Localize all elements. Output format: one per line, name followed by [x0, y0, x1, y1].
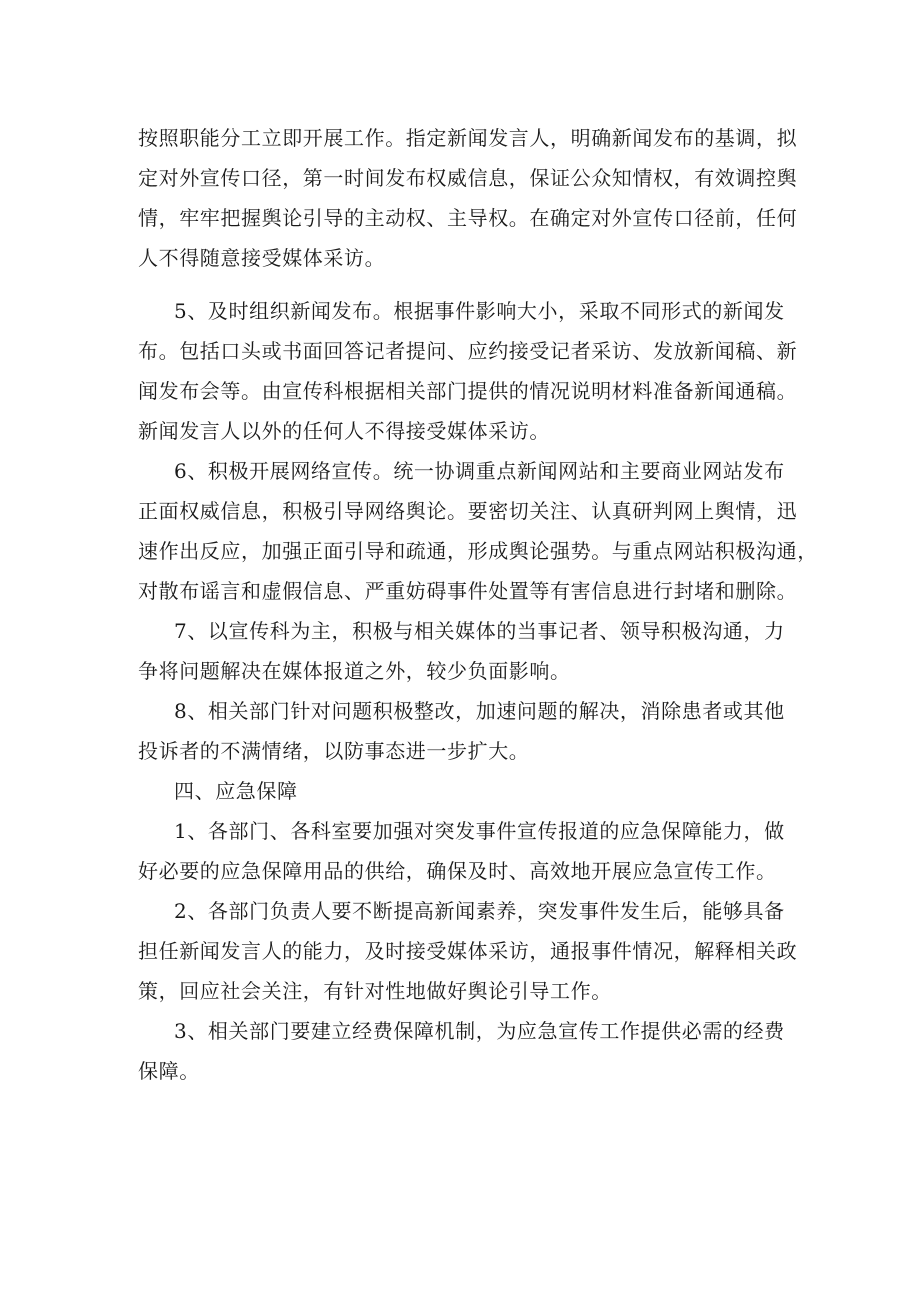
paragraph-gap: [138, 278, 798, 291]
text-line: 3、相关部门要建立经费保障机制，为应急宣传工作提供必需的经费: [174, 1019, 785, 1043]
text-line: 布。包括口头或书面回答记者提问、应约接受记者采访、发放新闻稿、新: [138, 339, 798, 363]
paragraph-item-8: [138, 691, 798, 771]
text-line: 8、相关部门针对问题积极整改，加速问题的解决，消除患者或其他: [174, 699, 785, 723]
paragraph-section-4-item-2: [138, 891, 798, 1011]
paragraph-item-6: [138, 451, 818, 611]
text-line: 争将问题解决在媒体报道之外，较少负面影响。: [138, 659, 571, 683]
text-line: 投诉者的不满情绪，以防事态进一步扩大。: [138, 739, 530, 763]
text-line: 定对外宣传口径，第一时间发布权威信息，保证公众知情权，有效调控舆: [138, 166, 798, 190]
section-4-heading: 四、应急保障: [174, 779, 298, 803]
text-line: 7、以宣传科为主，积极与相关媒体的当事记者、领导积极沟通，力: [174, 619, 785, 643]
text-line: 新闻发言人以外的任何人不得接受媒体采访。: [138, 419, 550, 443]
text-line: 闻发布会等。由宣传科根据相关部门提供的情况说明材料准备新闻通稿。: [138, 379, 798, 403]
text-line: 担任新闻发言人的能力，及时接受媒体采访，通报事件情况，解释相关政: [138, 939, 798, 963]
paragraph-item-7: [138, 611, 798, 691]
text-line: 正面权威信息，积极引导网络舆论。要密切关注、认真研判网上舆情，迅: [138, 499, 798, 523]
text-line: 对散布谣言和虚假信息、严重妨碍事件处置等有害信息进行封堵和删除。: [138, 579, 798, 603]
text-line: 2、各部门负责人要不断提高新闻素养，突发事件发生后，能够具备: [174, 899, 785, 923]
text-line: 策，回应社会关注，有针对性地做好舆论引导工作。: [138, 979, 612, 1003]
text-line: 5、及时组织新闻发布。根据事件影响大小，采取不同形式的新闻发: [174, 299, 785, 323]
text-line: 6、积极开展网络宣传。统一协调重点新闻网站和主要商业网站发布: [174, 459, 785, 483]
paragraph-section-4-item-1: [138, 811, 798, 891]
paragraph-continuation: [138, 118, 798, 278]
text-line: 1、各部门、各科室要加强对突发事件宣传报道的应急保障能力，做: [174, 819, 785, 843]
text-line: 好必要的应急保障用品的供给，确保及时、高效地开展应急宣传工作。: [138, 859, 777, 883]
paragraph-item-5: [138, 291, 798, 451]
text-line: 人不得随意接受媒体采访。: [138, 246, 386, 270]
text-line: 速作出反应，加强正面引导和疏通，形成舆论强势。与重点网站积极沟通，: [138, 539, 818, 563]
text-line: 情，牢牢把握舆论引导的主动权、主导权。在确定对外宣传口径前，任何: [138, 206, 798, 230]
text-line: 按照职能分工立即开展工作。指定新闻发言人，明确新闻发布的基调，拟: [138, 126, 798, 150]
document-body: [138, 118, 818, 1091]
paragraph-section-4-item-3: [138, 1011, 798, 1091]
text-line: 保障。: [138, 1059, 200, 1083]
section-heading: [138, 771, 798, 811]
